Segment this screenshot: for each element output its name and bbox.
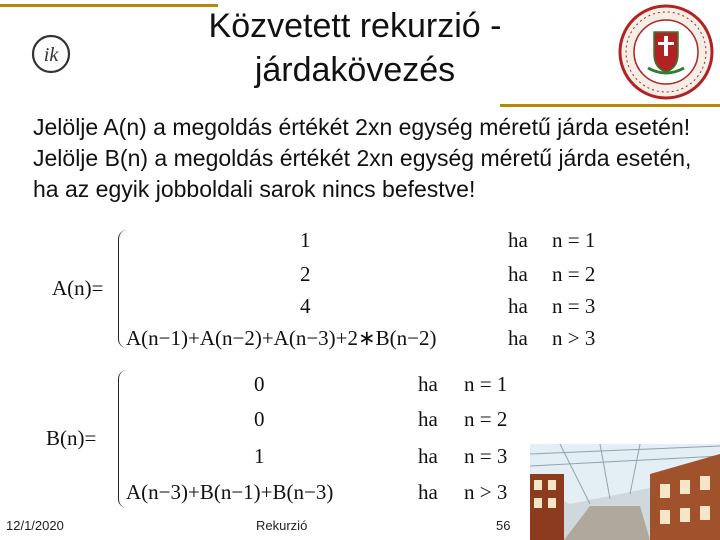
formula-a-value-2: 2 [300,262,311,286]
formula-a-value-4: A(n−1)+A(n−2)+A(n−3)+2∗B(n−2) [126,326,437,350]
formula-b-value-1: 0 [254,372,265,396]
formula-b-lhs: B(n)= [46,426,97,450]
title-line-1: Közvetett rekurzió - [208,7,502,45]
paragraph-b: Jelölje B(n) a megoldás értékét 2xn egység méretű járda esetén, ha az egyik jobboldali sarok nincs befestve! [33,145,692,202]
right-accent-line [500,104,720,107]
slide-body [33,112,693,205]
formula-b-ha-3: ha [418,444,438,468]
formula-a-ha-4: ha [508,326,528,350]
formula-b-cond-2: n = 2 [464,407,508,431]
formula-a-cond-2: n = 2 [552,262,596,286]
formula-b-value-4: A(n−3)+B(n−1)+B(n−3) [126,480,334,504]
footer-center-label: Rekurzió [256,518,308,533]
formula-b-ha-2: ha [418,407,438,431]
formula-b-value-3: 1 [254,444,265,468]
svg-text:ik: ik [43,44,59,66]
building-photo [530,444,720,540]
formula-a-lhs: A(n)= [52,276,104,300]
formula-a-value-3: 4 [300,294,311,318]
formula-b-ha-1: ha [418,372,438,396]
formula-a-value-1: 1 [300,228,311,252]
formula-b-cond-4: n > 3 [464,480,508,504]
ik-logo [30,33,72,75]
paragraph-a: Jelölje A(n) a megoldás értékét 2xn egység méretű járda esetén! [33,114,691,140]
footer-date: 12/1/2020 [6,518,64,533]
formula-a-ha-3: ha [508,294,528,318]
formula-a-ha-1: ha [508,228,528,252]
formula-a-cond-3: n = 3 [552,294,596,318]
formula-a-cond-4: n > 3 [552,326,596,350]
title-line-2: járdakövezés [254,51,456,89]
formula-a-cond-1: n = 1 [552,228,596,252]
formula-b-value-2: 0 [254,407,265,431]
slide-title [120,4,590,92]
formula-b-cond-1: n = 1 [464,372,508,396]
page-number: 56 [496,518,511,533]
university-seal [614,2,718,102]
formula-b-cond-3: n = 3 [464,444,508,468]
formula-a-ha-2: ha [508,262,528,286]
formula-b-ha-4: ha [418,480,438,504]
